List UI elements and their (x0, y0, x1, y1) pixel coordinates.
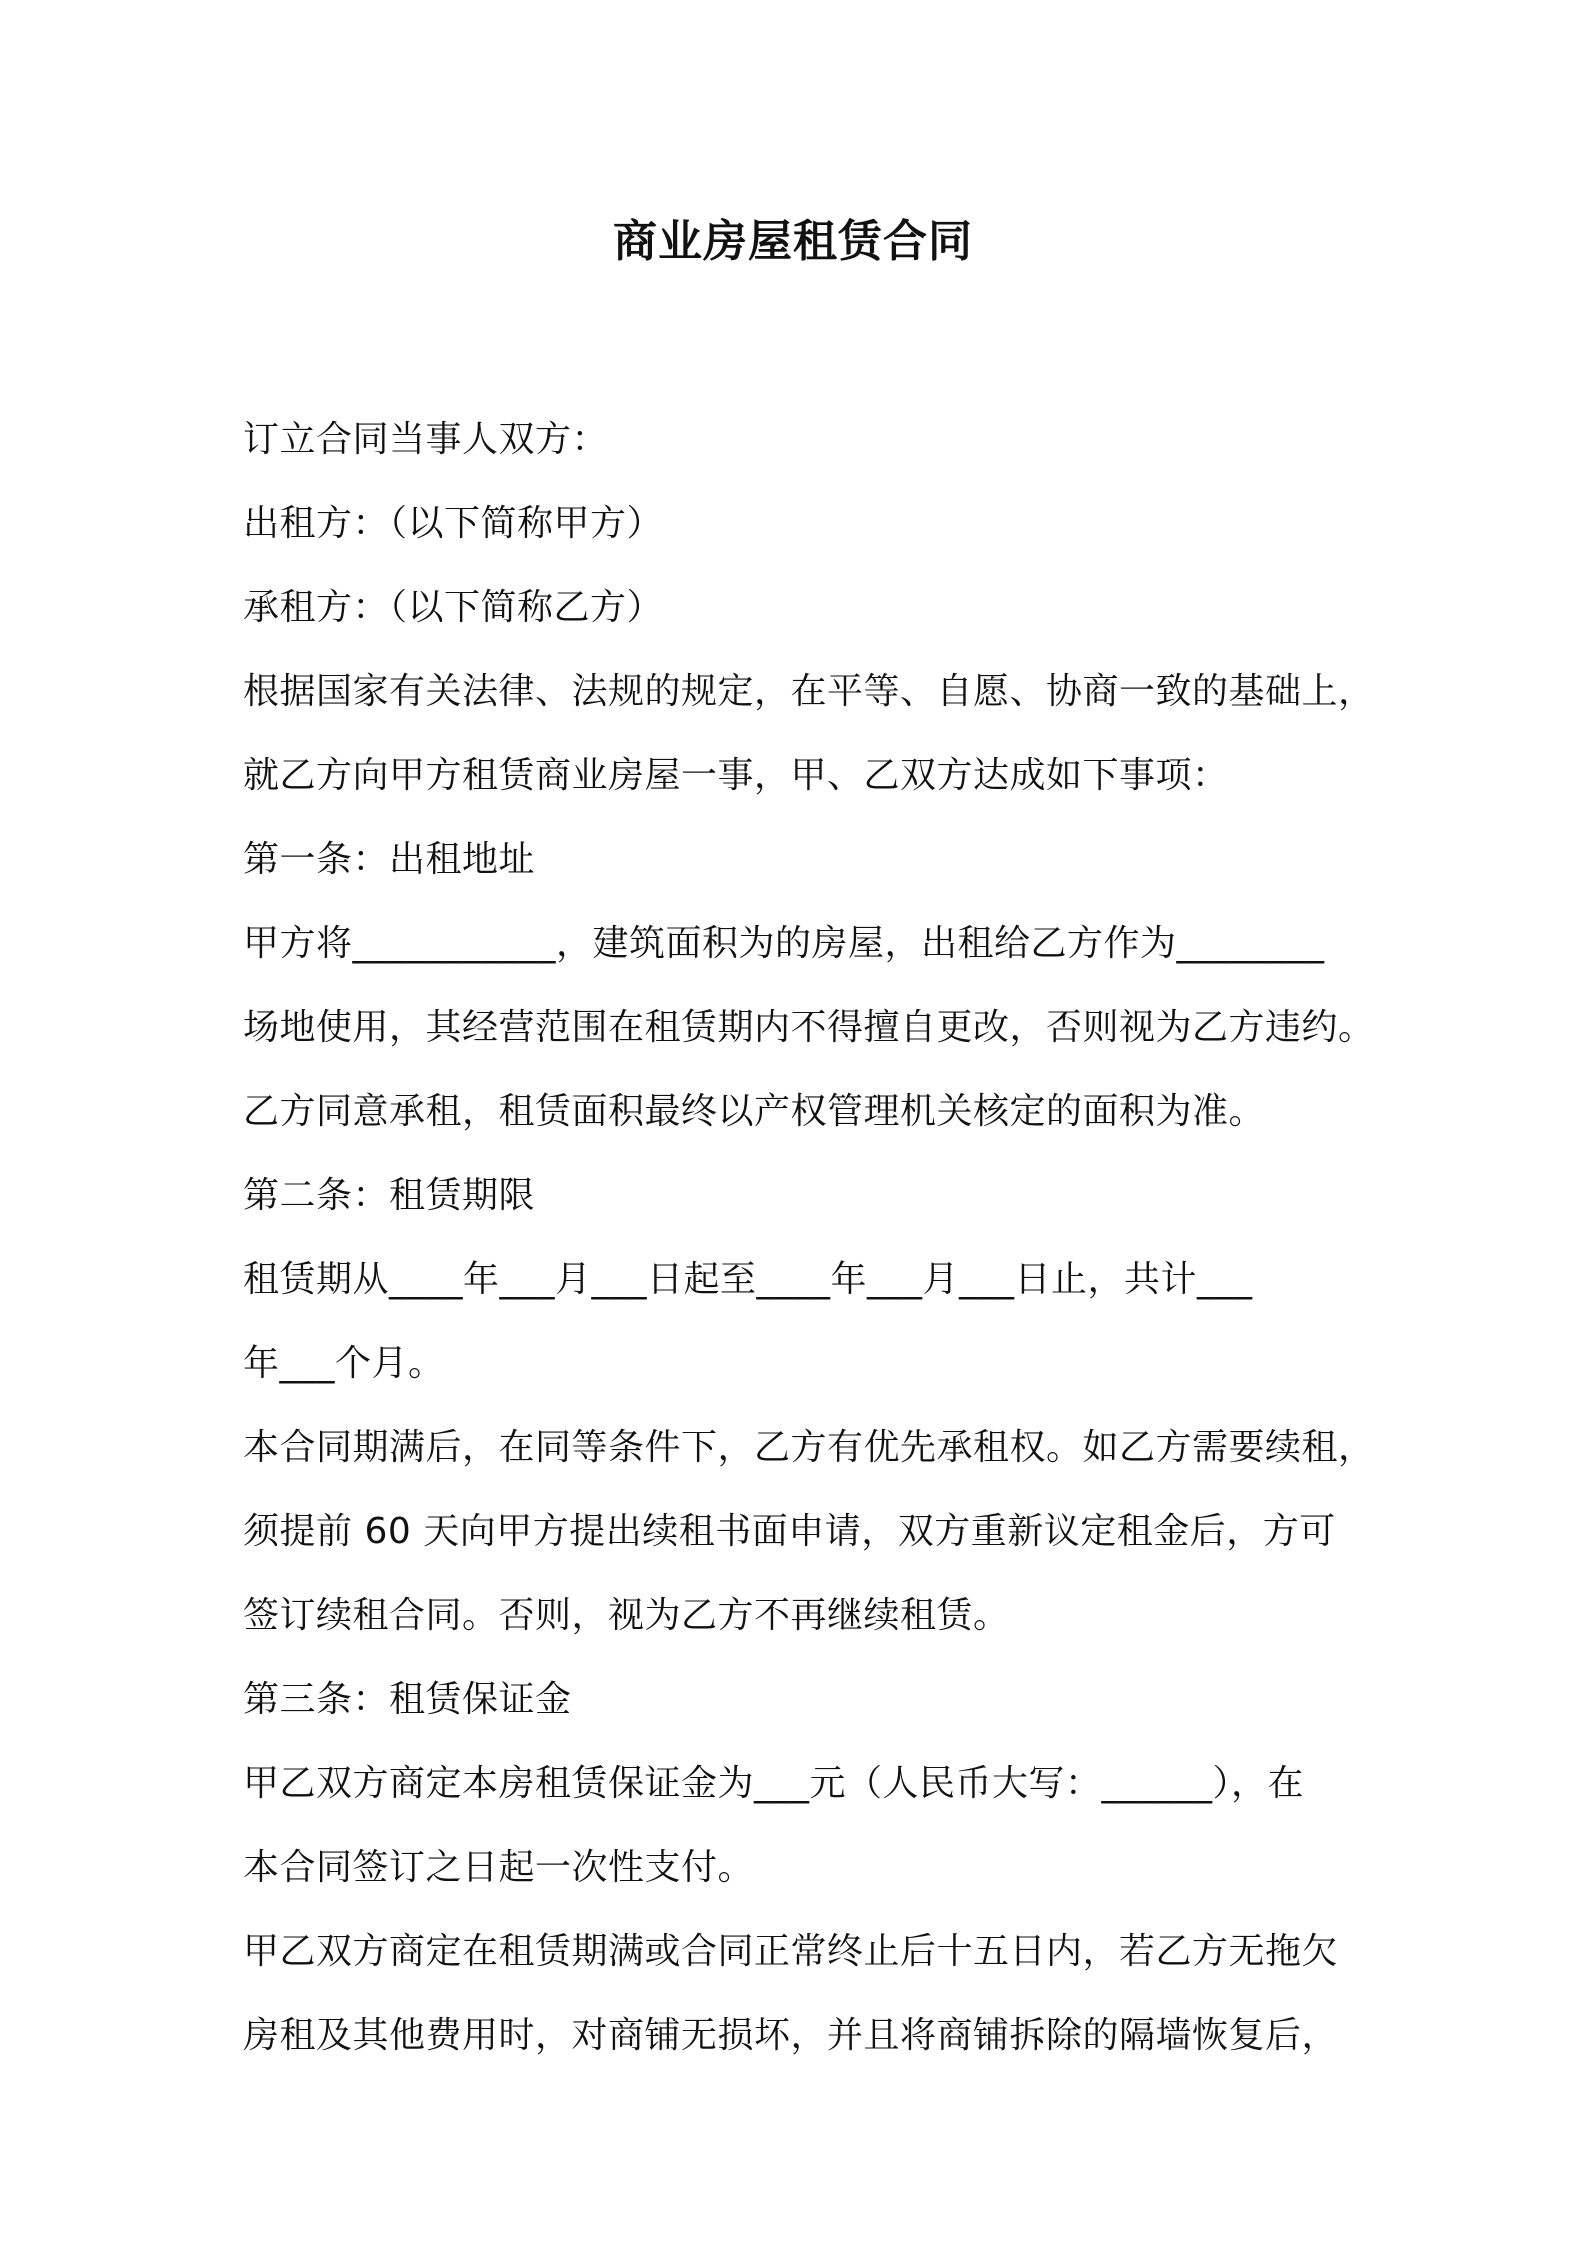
contract-body (243, 398, 1375, 2078)
document-title: 商业房屋租赁合同 (613, 216, 973, 267)
article-2-line-5: 签订续租合同。否则，视为乙方不再继续租赁。 (243, 1595, 1010, 1636)
article-1-line-2: 场地使用，其经营范围在租赁期内不得擅自更改，否则视为乙方违约。 (243, 1007, 1375, 1048)
article-3-line-4: 房租及其他费用时，对商铺无损坏，并且将商铺拆除的隔墙恢复后， (243, 2015, 1339, 2056)
article-1-line-3: 乙方同意承租，租赁面积最终以产权管理机关核定的面积为准。 (243, 1091, 1266, 1132)
lessee-line: 承租方：（以下简称乙方） (243, 587, 664, 628)
article-1-heading: 第一条：出租地址 (243, 839, 536, 880)
article-2-line-1: 租赁期从____年___月___日起至____年___月___日止，共计___ (243, 1259, 1253, 1300)
lessor-line: 出租方：（以下简称甲方） (243, 503, 664, 544)
intro-parties-heading: 订立合同当事人双方： (243, 419, 609, 460)
article-3-heading: 第三条：租赁保证金 (243, 1679, 572, 1720)
article-2-line-4: 须提前 60 天向甲方提出续租书面申请，双方重新议定租金后，方可 (243, 1511, 1336, 1552)
article-3-line-3: 甲乙双方商定在租赁期满或合同正常终止后十五日内，若乙方无拖欠 (243, 1931, 1339, 1972)
article-2-heading: 第二条：租赁期限 (243, 1175, 536, 1216)
article-3-line-1: 甲乙双方商定本房租赁保证金为___元（人民币大写：______），在 (243, 1763, 1305, 1804)
article-1-line-1: 甲方将___________，建筑面积为的房屋，出租给乙方作为________ (243, 923, 1325, 964)
article-2-line-2: 年___个月。 (243, 1343, 445, 1384)
preamble-line-2: 就乙方向甲方租赁商业房屋一事，甲、乙双方达成如下事项： (243, 755, 1229, 796)
article-2-line-3: 本合同期满后，在同等条件下，乙方有优先承租权。如乙方需要续租， (243, 1427, 1375, 1468)
preamble-line-1: 根据国家有关法律、法规的规定，在平等、自愿、协商一致的基础上， (243, 671, 1375, 712)
article-3-line-2: 本合同签订之日起一次性支付。 (243, 1847, 755, 1888)
